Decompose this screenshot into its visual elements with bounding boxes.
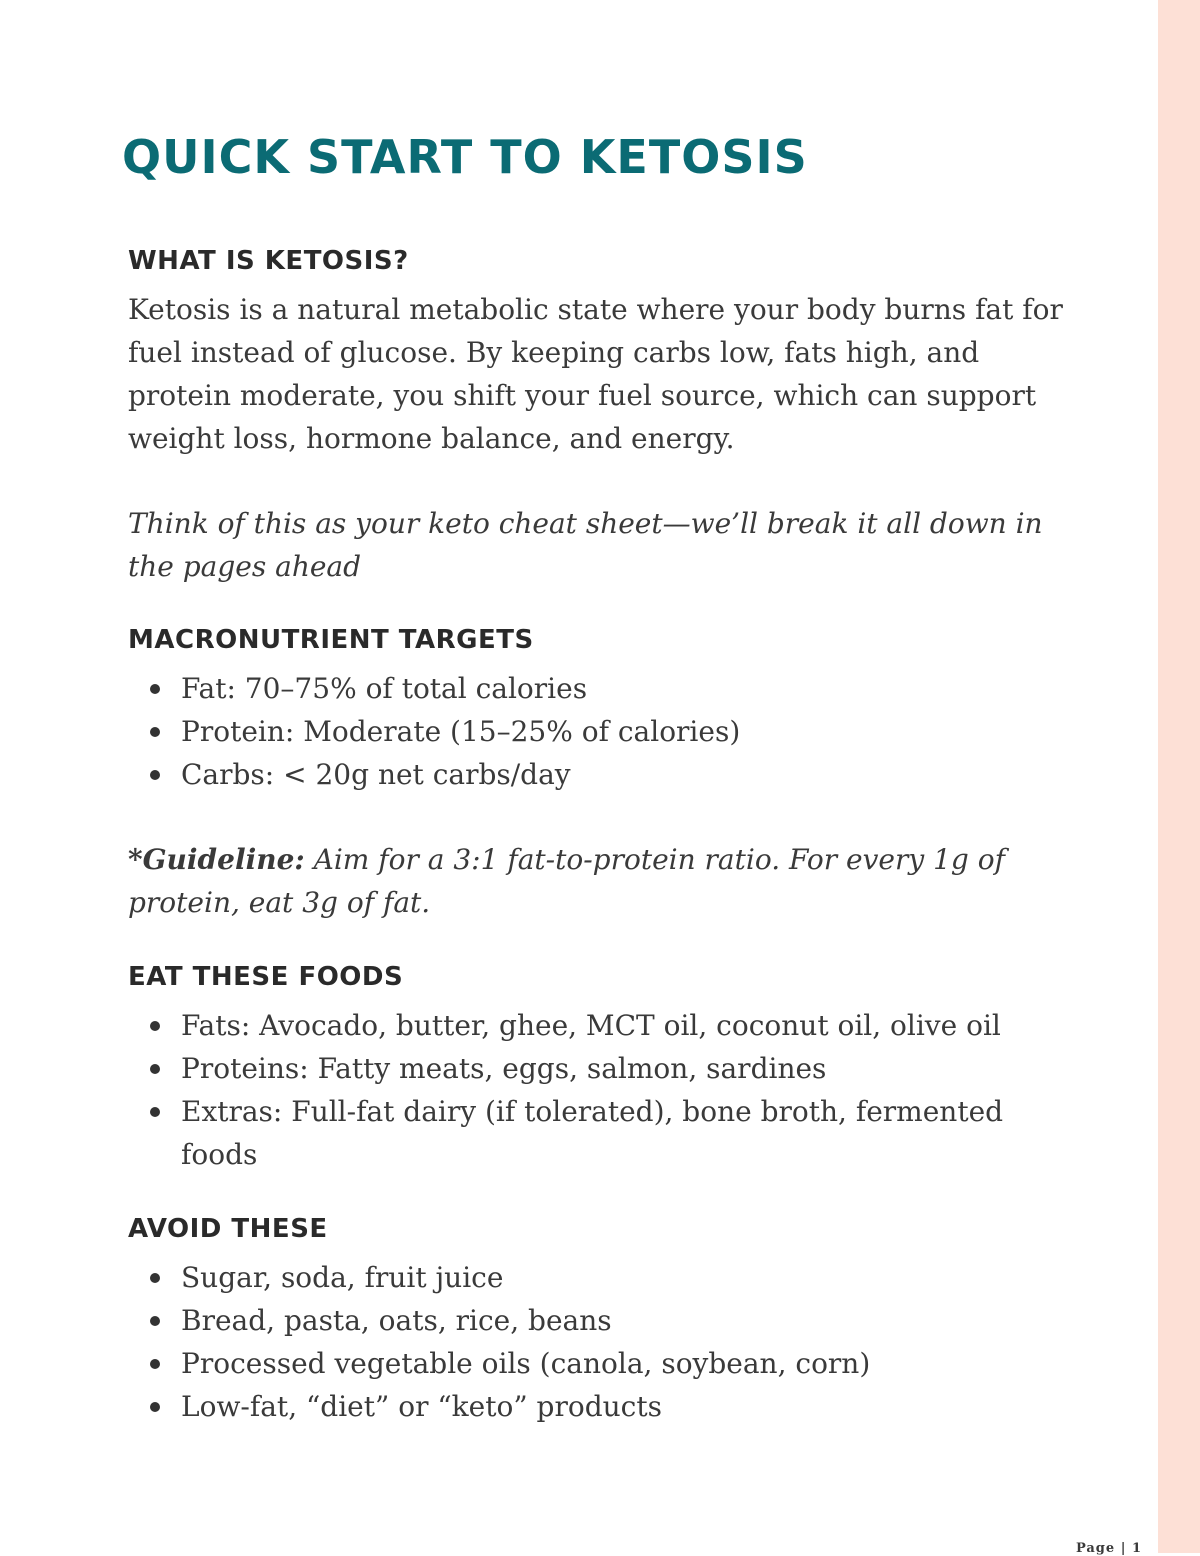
- list-item: Extras: Full-fat dairy (if tolerated), bone broth, fermented foods: [128, 1090, 1028, 1176]
- page-number: Page | 1: [1075, 1541, 1142, 1556]
- list-item: Processed vegetable oils (canola, soybean, corn): [128, 1342, 1088, 1385]
- list-item: Bread, pasta, oats, rice, beans: [128, 1299, 1088, 1342]
- guideline-label: *Guideline:: [128, 843, 305, 876]
- list-item: Protein: Moderate (15–25% of calories): [128, 710, 1088, 753]
- guideline-note: [128, 838, 1088, 924]
- macronutrient-list: [128, 667, 1088, 796]
- what-is-ketosis-heading: WHAT IS KETOSIS?: [128, 246, 409, 276]
- guideline-text: Aim for a 3:1 fat-to-protein ratio. For every 1g of protein, eat 3g of fat.: [128, 843, 1005, 919]
- list-item: Sugar, soda, fruit juice: [128, 1256, 1088, 1299]
- avoid-these-heading: AVOID THESE: [128, 1214, 328, 1244]
- list-item: Fat: 70–75% of total calories: [128, 667, 1088, 710]
- what-is-ketosis-body: Ketosis is a natural metabolic state where your body burns fat for fuel instead of glucose. By keeping carbs low, fats high, and protein moderate, you shift your fuel source, which can support weight loss, hormone balance, and energy.: [128, 293, 1063, 455]
- cheat-sheet-note: Think of this as your keto cheat sheet—we’ll break it all down in the pages ahead: [128, 507, 1043, 583]
- eat-foods-list: [128, 1004, 1028, 1176]
- page-title: QUICK START TO KETOSIS: [122, 130, 808, 184]
- list-item: Low-fat, “diet” or “keto” products: [128, 1385, 1088, 1428]
- avoid-foods-list: [128, 1256, 1088, 1428]
- macronutrient-targets-heading: MACRONUTRIENT TARGETS: [128, 625, 534, 655]
- eat-these-foods-heading: EAT THESE FOODS: [128, 962, 404, 992]
- side-accent-band: [1158, 0, 1200, 1553]
- list-item: Proteins: Fatty meats, eggs, salmon, sardines: [128, 1047, 1028, 1090]
- list-item: Fats: Avocado, butter, ghee, MCT oil, coconut oil, olive oil: [128, 1004, 1028, 1047]
- list-item: Carbs: < 20g net carbs/day: [128, 753, 1088, 796]
